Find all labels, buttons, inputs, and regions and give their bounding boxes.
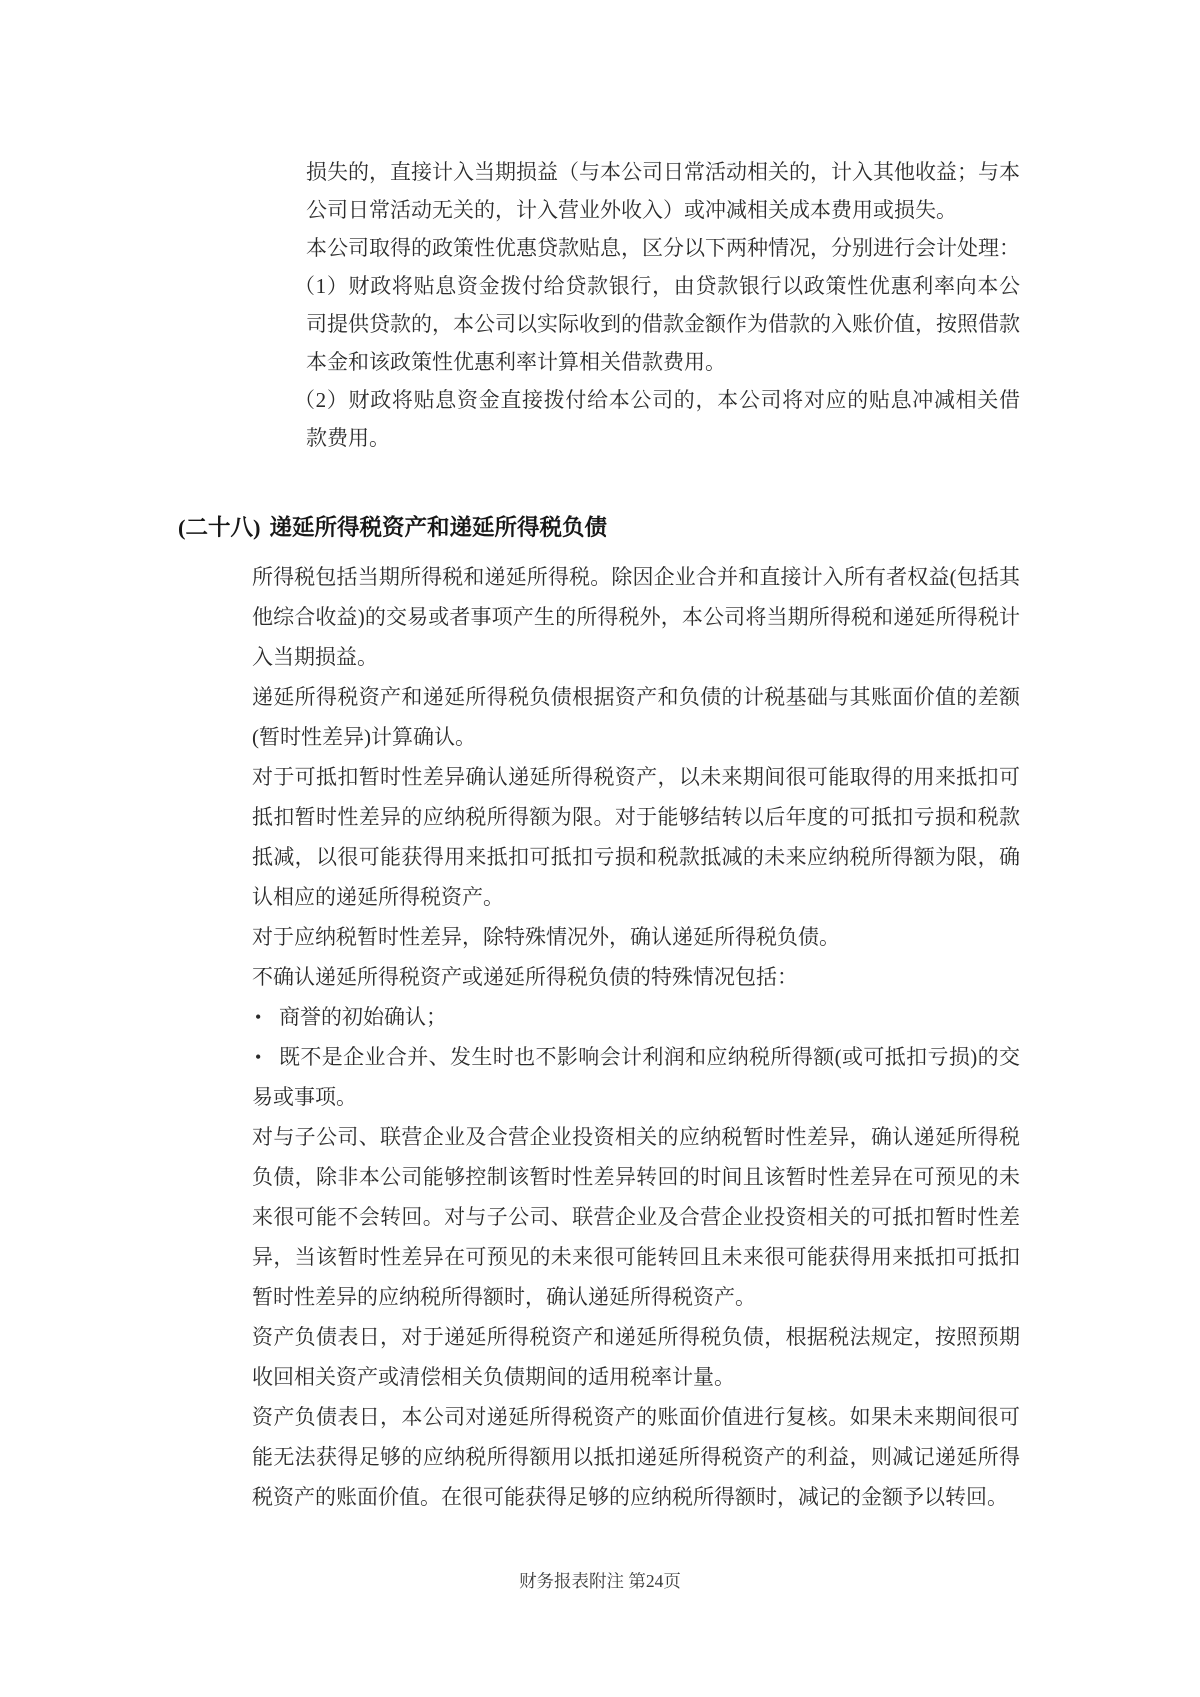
- text-line: 来很可能不会转回。对与子公司、联营企业及合营企业投资相关的可抵扣暂时性差: [252, 1205, 1020, 1229]
- bullet-list-item: [252, 997, 1020, 1037]
- text-line: 收回相关资产或清偿相关负债期间的适用税率计量。: [252, 1365, 735, 1389]
- text-line: 抵扣暂时性差异的应纳税所得额为限。对于能够结转以后年度的可抵扣亏损和税款: [252, 805, 1020, 829]
- text-line: （2）财政将贴息资金直接拨付给本公司的，本公司将对应的贴息冲减相关借: [294, 388, 1020, 412]
- text-line: 商誉的初始确认；: [279, 1005, 447, 1029]
- text-line: 所得税包括当期所得税和递延所得税。除因企业合并和直接计入所有者权益(包括其: [252, 565, 1020, 589]
- page-footer: 财务报表附注 第24页: [519, 1571, 681, 1591]
- text-line: （1）财政将贴息资金拨付给贷款银行，由贷款银行以政策性优惠利率向本公: [294, 274, 1020, 298]
- bullet-list-item: [252, 1037, 1020, 1077]
- text-line: 抵减，以很可能获得用来抵扣可抵扣亏损和税款抵减的未来应纳税所得额为限，确: [252, 845, 1020, 869]
- text-line: 本公司取得的政策性优惠贷款贴息，区分以下两种情况，分别进行会计处理：: [306, 236, 1020, 260]
- text-line: 能无法获得足够的应纳税所得额用以抵扣递延所得税资产的利益，则减记递延所得: [252, 1445, 1020, 1469]
- text-line: 递延所得税资产和递延所得税负债根据资产和负债的计税基础与其账面价值的差额: [252, 685, 1020, 709]
- text-line: 既不是企业合并、发生时也不影响会计利润和应纳税所得额(或可抵扣亏损)的交: [279, 1045, 1020, 1069]
- text-line: 税资产的账面价值。在很可能获得足够的应纳税所得额时，减记的金额予以转回。: [252, 1485, 1008, 1509]
- text-line: 负债，除非本公司能够控制该暂时性差异转回的时间且该暂时性差异在可预见的未: [252, 1165, 1020, 1189]
- text-line: 对于应纳税暂时性差异，除特殊情况外，确认递延所得税负债。: [252, 925, 840, 949]
- text-line: 对与子公司、联营企业及合营企业投资相关的应纳税暂时性差异，确认递延所得税: [252, 1125, 1020, 1149]
- text-line: 对于可抵扣暂时性差异确认递延所得税资产，以未来期间很可能取得的用来抵扣可: [252, 765, 1020, 789]
- section-title: 递延所得税资产和递延所得税负债: [269, 515, 608, 540]
- text-line: 资产负债表日，对于递延所得税资产和递延所得税负债，根据税法规定，按照预期: [252, 1325, 1020, 1349]
- bullet-icon: •: [255, 1047, 262, 1067]
- section-body: [252, 557, 1020, 1517]
- text-line: 易或事项。: [252, 1085, 357, 1109]
- text-line: 资产负债表日，本公司对递延所得税资产的账面价值进行复核。如果未来期间很可: [252, 1405, 1020, 1429]
- text-line: 款费用。: [306, 426, 390, 450]
- text-line: (暂时性差异)计算确认。: [252, 725, 476, 749]
- section-heading: [178, 513, 607, 543]
- text-line: 损失的，直接计入当期损益（与本公司日常活动相关的，计入其他收益；与本: [306, 160, 1020, 184]
- text-line: 本金和该政策性优惠利率计算相关借款费用。: [306, 350, 726, 374]
- text-line: 暂时性差异的应纳税所得额时，确认递延所得税资产。: [252, 1285, 756, 1309]
- text-line: 认相应的递延所得税资产。: [252, 885, 504, 909]
- intro-paragraph-block: [294, 153, 1020, 457]
- bullet-icon: •: [255, 1007, 262, 1027]
- text-line: 公司日常活动无关的，计入营业外收入）或冲减相关成本费用或损失。: [306, 198, 957, 222]
- text-line: 异，当该暂时性差异在可预见的未来很可能转回且未来很可能获得用来抵扣可抵扣: [252, 1245, 1020, 1269]
- section-number: (二十八): [178, 515, 261, 540]
- text-line: 司提供贷款的，本公司以实际收到的借款金额作为借款的入账价值，按照借款: [306, 312, 1020, 336]
- text-line: 他综合收益)的交易或者事项产生的所得税外，本公司将当期所得税和递延所得税计: [252, 605, 1020, 629]
- text-line: 不确认递延所得税资产或递延所得税负债的特殊情况包括：: [252, 965, 798, 989]
- text-line: 入当期损益。: [252, 645, 378, 669]
